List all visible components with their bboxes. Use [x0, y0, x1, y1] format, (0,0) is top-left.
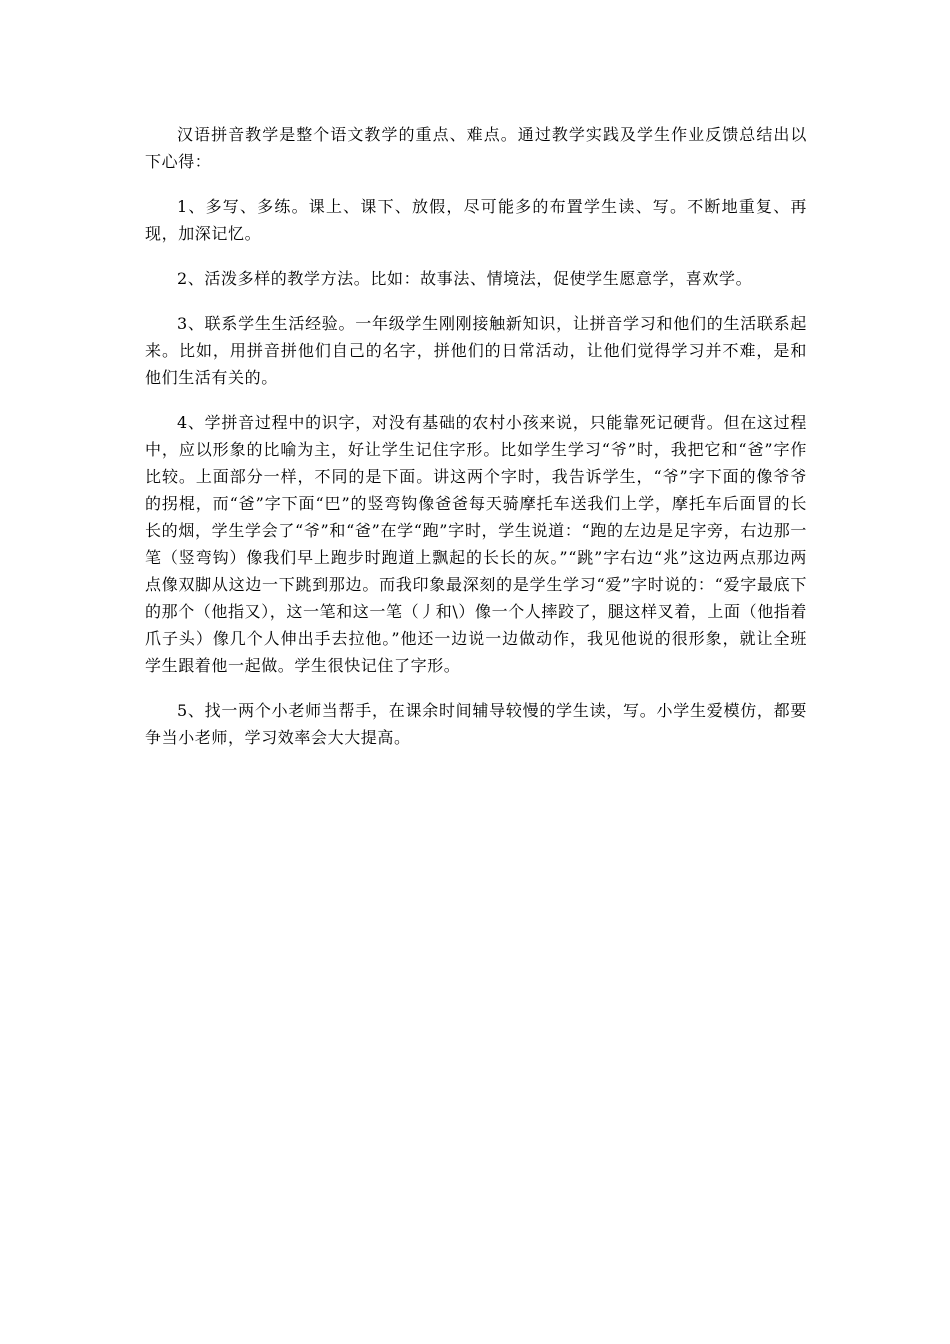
point-1-paragraph: 1、多写、多练。课上、课下、放假，尽可能多的布置学生读、写。不断地重复、再现，加深记忆。 — [145, 197, 807, 243]
point-5-paragraph: 5、找一两个小老师当帮手，在课余时间辅导较慢的学生读，写。小学生爱模仿，都要争当小老师，学习效率会大大提高。 — [145, 701, 807, 747]
intro-paragraph: 汉语拼音教学是整个语文教学的重点、难点。通过教学实践及学生作业反馈总结出以下心得： — [145, 125, 807, 171]
point-3-paragraph: 3、联系学生生活经验。一年级学生刚刚接触新知识，让拼音学习和他们的生活联系起来。比如，用拼音拼他们自己的名字，拼他们的日常活动，让他们觉得学习并不难，是和他们生活有关的。 — [145, 314, 807, 387]
document-body — [145, 121, 807, 769]
point-2-paragraph: 2、活泼多样的教学方法。比如：故事法、情境法，促使学生愿意学，喜欢学。 — [177, 269, 753, 288]
point-4-paragraph: 4、学拼音过程中的识字，对没有基础的农村小孩来说，只能靠死记硬背。但在这过程中，应以形象的比喻为主，好让学生记住字形。比如学生学习“爷”时，我把它和“爸”字作比较。上面部分一样，不同的是下面。讲这两个字时，我告诉学生，“爷”字下面的像爷爷的拐棍，而“爸”字下面“巴”的竖弯钩像爸爸每天骑摩托车送我们上学，摩托车后面冒的长长的烟，学生学会了“爷”和“爸”在学“跑”字时，学生说道：“跑的左边是足字旁，右边那一笔（竖弯钩）像我们早上跑步时跑道上飘起的长长的灰。”“跳”字右边“兆”这边两点那边两点像双脚从这边一下跳到那边。而我印象最深刻的是学生学习“爱”字时说的：“爱字最底下的那个（他指又），这一笔和这一笔（丿和\）像一个人摔跤了，腿这样叉着，上面（他指着爪子头）像几个人伸出手去拉他。”他还一边说一边做动作，我见他说的很形象，就让全班学生跟着他一起做。学生很快记住了字形。 — [145, 413, 807, 675]
